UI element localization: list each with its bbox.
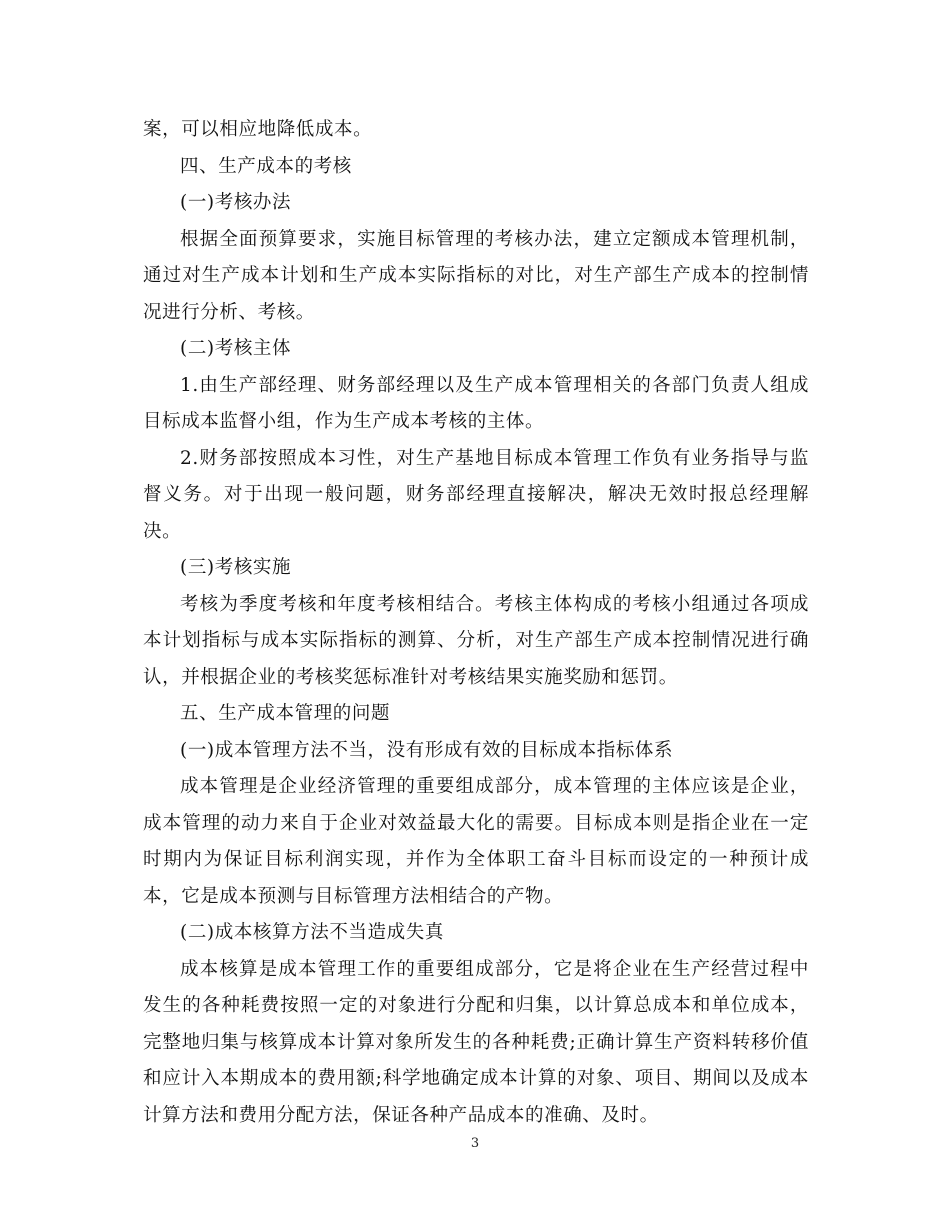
subsection-heading-assessment-implementation: (三)考核实施 — [180, 557, 292, 578]
section-heading-production-cost-assessment: 四、生产成本的考核 — [180, 155, 352, 177]
document-body — [143, 112, 809, 1134]
subsection-heading-assessment-method: (一)考核办法 — [180, 192, 292, 213]
paragraph-assessment-subject-1: 1.由生产部经理、财务部经理以及生产成本管理相关的各部门负责人组成目标成本监督小组，作为生产成本考核的主体。 — [143, 374, 809, 432]
paragraph-continuation: 案，可以相应地降低成本。 — [143, 119, 373, 140]
page-number: 3 — [470, 1136, 480, 1151]
subsection-heading-improper-method: (一)成本管理方法不当，没有形成有效的目标成本指标体系 — [180, 739, 674, 761]
paragraph-assessment-subject-2: 2.财务部按照成本习性，对生产基地目标成本管理工作负有业务指导与监督义务。对于出现一般问题，财务部经理直接解决，解决无效时报总经理解决。 — [143, 447, 809, 542]
subsection-heading-assessment-subject: (二)考核主体 — [180, 338, 292, 359]
paragraph-accounting-distortion: 成本核算是成本管理工作的重要组成部分，它是将企业在生产经营过程中发生的各种耗费按照一定的对象进行分配和归集，以计算总成本和单位成本，完整地归集与核算成本计算对象所发生的各种耗费;正确计算生产资料转移价值和应计入本期成本的费用额;科学地确定成本计算的对象、项目、期间以及成本计算方法和费用分配方法，保证各种产品成本的准确、及时。 — [143, 958, 809, 1126]
paragraph-assessment-implementation: 考核为季度考核和年度考核相结合。考核主体构成的考核小组通过各项成本计划指标与成本实际指标的测算、分析，对生产部生产成本控制情况进行确认，并根据企业的考核奖惩标准针对考核结果实施奖励和惩罚。 — [143, 593, 809, 688]
paragraph-improper-method: 成本管理是企业经济管理的重要组成部分，成本管理的主体应该是企业，成本管理的动力来自于企业对效益最大化的需要。目标成本则是指企业在一定时期内为保证目标利润实现，并作为全体职工奋斗目标而设定的一种预计成本，它是成本预测与目标管理方法相结合的产物。 — [143, 776, 809, 907]
section-heading-cost-management-problems: 五、生产成本管理的问题 — [180, 703, 391, 724]
subsection-heading-accounting-distortion: (二)成本核算方法不当造成失真 — [180, 922, 444, 943]
paragraph-assessment-method: 根据全面预算要求，实施目标管理的考核办法，建立定额成本管理机制，通过对生产成本计划和生产成本实际指标的对比，对生产部生产成本的控制情况进行分析、考核。 — [143, 228, 809, 323]
